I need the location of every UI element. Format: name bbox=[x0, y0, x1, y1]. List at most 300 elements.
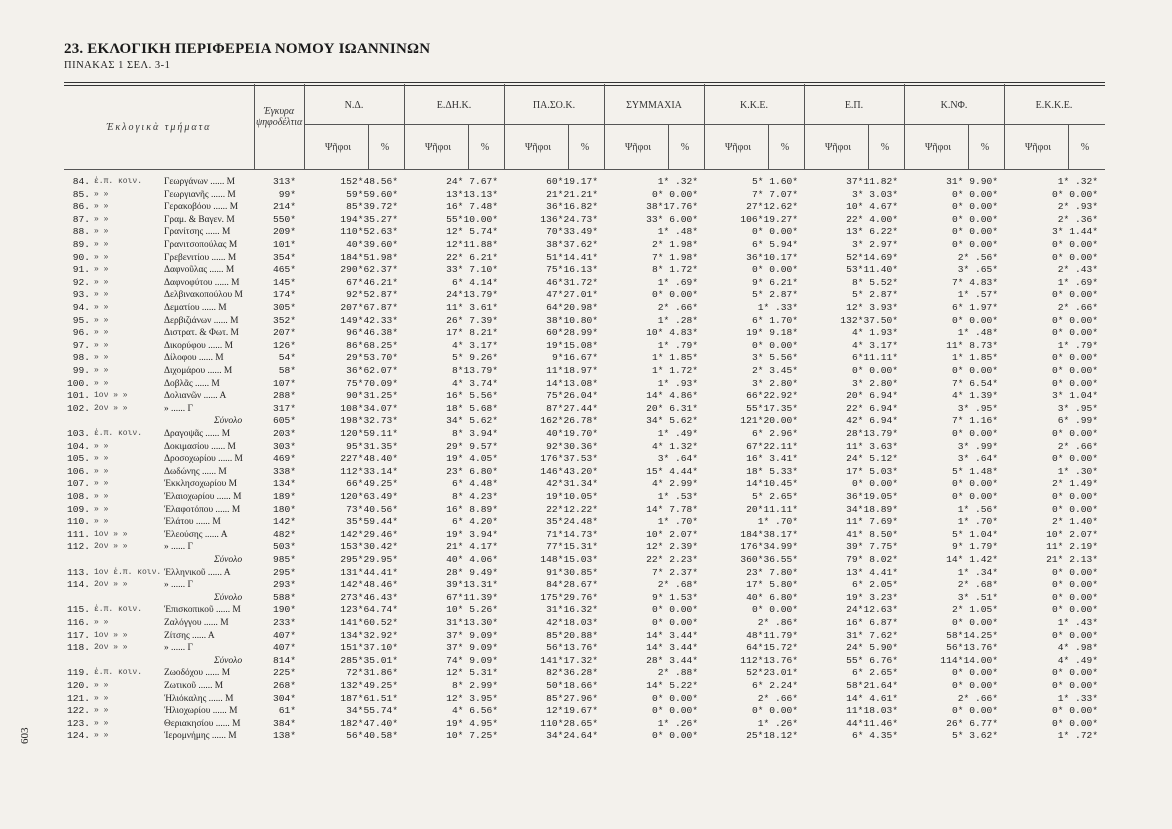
party-result: 151*37.10* bbox=[340, 642, 398, 654]
col-sep bbox=[404, 84, 405, 170]
valid-ballots: 304* bbox=[272, 692, 296, 704]
page-number: 603 bbox=[19, 727, 31, 744]
party-result: 141*60.52* bbox=[340, 617, 398, 628]
party-result: 0* 0.00* bbox=[651, 617, 698, 628]
party-result: 58*21.64* bbox=[846, 680, 898, 691]
party-result: 1* .43* bbox=[1057, 617, 1098, 628]
pct-subheader: % bbox=[480, 142, 490, 153]
party-result: 21* 2.13* bbox=[1046, 554, 1098, 565]
party-result: 0* 0.00* bbox=[751, 339, 798, 351]
party-result: 51*14.41* bbox=[546, 251, 598, 263]
party-result: 0* 0.00* bbox=[1051, 377, 1098, 389]
row-number: 115. bbox=[66, 604, 90, 616]
district-name: Ἐλαφοτόπου ...... Μ bbox=[164, 504, 241, 515]
row-number: 109. bbox=[66, 503, 90, 515]
district-name: Σύνολο bbox=[214, 415, 243, 427]
party-result: 44*11.46* bbox=[846, 717, 898, 729]
party-result: 120*59.11* bbox=[340, 428, 398, 439]
district-name: Ζωτικοῦ ...... Μ bbox=[164, 681, 224, 691]
table-row bbox=[64, 327, 1105, 340]
valid-ballots: 313* bbox=[272, 176, 296, 187]
party-result: 1* .56* bbox=[957, 503, 998, 515]
party-result: 0* 0.00* bbox=[1051, 566, 1098, 578]
district-type: » » bbox=[94, 290, 109, 300]
district-type: » » bbox=[94, 693, 109, 703]
table-row bbox=[64, 226, 1105, 239]
party-result: 21*21.21* bbox=[546, 188, 598, 200]
district-name: Σύνολο bbox=[214, 554, 243, 565]
row-number: 123. bbox=[66, 717, 90, 729]
party-result: 4* 6.56* bbox=[451, 705, 498, 717]
subcol-sep bbox=[568, 124, 569, 170]
district-name: Δροσοχωρίου ...... Μ bbox=[164, 454, 243, 465]
party-result: 40*39.60* bbox=[346, 239, 398, 250]
party-result: 95*31.35* bbox=[346, 440, 398, 452]
party-result: 290*62.37* bbox=[340, 264, 398, 276]
party-result: 9* 1.53* bbox=[651, 591, 698, 603]
district-type: 2ον » » bbox=[94, 542, 128, 552]
party-result: 22* 2.23* bbox=[646, 554, 698, 565]
district-name: Δικορύφου ...... Μ bbox=[164, 340, 233, 351]
district-name: Δραγοψᾶς ...... Μ bbox=[164, 429, 231, 439]
party-result: 31*13.30* bbox=[446, 617, 498, 628]
party-result: 1* .93* bbox=[657, 377, 698, 389]
party-result: 4* 1.93* bbox=[851, 327, 898, 339]
pct-subheader: % bbox=[580, 142, 590, 153]
party-result: 19* 9.18* bbox=[746, 327, 798, 339]
row-number: 90. bbox=[72, 251, 90, 263]
valid-ballots: 293* bbox=[272, 579, 296, 591]
party-result: 16* 3.41* bbox=[746, 453, 798, 465]
party-result: 85*20.88* bbox=[546, 629, 598, 641]
district-name: Δίλοφου ...... Μ bbox=[164, 353, 224, 364]
party-result: 2* .66* bbox=[957, 692, 998, 704]
party-result: 34*55.74* bbox=[346, 705, 398, 717]
header-divider bbox=[304, 124, 1105, 125]
table-subtitle: ΠΙΝΑΚΑΣ 1 ΣΕΛ. 3-1 bbox=[64, 60, 171, 71]
district-name: Δαφνοφύτου ...... Μ bbox=[164, 277, 240, 288]
party-result: 120*63.49* bbox=[340, 491, 398, 502]
subtotal-row bbox=[64, 655, 1105, 668]
table-row bbox=[64, 718, 1105, 731]
party-result: 42*31.34* bbox=[546, 478, 598, 490]
page-title: 23. ΕΚΛΟΓΙΚΗ ΠΕΡΙΦΕΡΕΙΑ ΝΟΜΟΥ ΙΩΑΝΝΙΝΩΝ bbox=[64, 41, 431, 57]
party-result: 67*46.21* bbox=[346, 276, 398, 288]
party-result: 0* 0.00* bbox=[951, 239, 998, 250]
row-number: 121. bbox=[66, 692, 90, 704]
party-result: 0* 0.00* bbox=[751, 264, 798, 276]
party-result: 5* 1.04* bbox=[951, 528, 998, 540]
district-name: Ἐπισκοπικοῦ ...... Μ bbox=[164, 605, 241, 616]
party-result: 0* 0.00* bbox=[1051, 579, 1098, 591]
table-row bbox=[64, 403, 1105, 416]
party-result: 66*22.92* bbox=[746, 390, 798, 402]
party-result: 12* 5.31* bbox=[446, 667, 498, 679]
party-result: 0* 0.00* bbox=[1051, 717, 1098, 729]
row-number: 114. bbox=[66, 579, 90, 591]
valid-ballots: 384* bbox=[272, 717, 296, 729]
votes-subheader: Ψῆφοι bbox=[624, 142, 652, 153]
party-result: 3* .95* bbox=[1057, 402, 1098, 414]
party-result: 22* 6.94* bbox=[846, 402, 898, 414]
valid-ballots: 317* bbox=[272, 402, 296, 414]
party-result: 73*40.56* bbox=[346, 503, 398, 515]
table-row bbox=[64, 352, 1105, 365]
party-result: 36*16.82* bbox=[546, 201, 598, 213]
party-result: 35*24.48* bbox=[546, 516, 598, 528]
party-result: 2* .66* bbox=[657, 302, 698, 313]
party-result: 23* 6.80* bbox=[446, 465, 498, 477]
subtotal-row bbox=[64, 554, 1105, 567]
valid-ballots: 354* bbox=[272, 251, 296, 263]
party-result: 1* .57* bbox=[957, 289, 998, 301]
party-result: 5* 3.62* bbox=[951, 730, 998, 742]
district-name: Γραμ. & Βαγεν. Μ bbox=[164, 214, 235, 225]
row-number: 107. bbox=[66, 478, 90, 490]
district-name: Γεωργιανῆς ...... Μ bbox=[164, 189, 236, 200]
party-result: 37* 9.09* bbox=[446, 642, 498, 654]
district-type: » » bbox=[94, 492, 109, 501]
party-result: 141*17.32* bbox=[540, 654, 598, 666]
party-result: 0* 0.00* bbox=[651, 705, 698, 717]
party-result: 14*13.08* bbox=[546, 377, 598, 389]
party-result: 3* 1.04* bbox=[1051, 390, 1098, 402]
district-type: 1ον » » bbox=[94, 630, 128, 640]
party-result: 14* 1.42* bbox=[946, 554, 998, 565]
party-result: 5* 1.48* bbox=[951, 465, 998, 477]
row-number: 119. bbox=[66, 667, 90, 679]
party-result: 20* 6.31* bbox=[646, 402, 698, 414]
party-result: 1* .70* bbox=[757, 516, 798, 528]
row-number: 95. bbox=[72, 314, 90, 326]
table-row bbox=[64, 340, 1105, 353]
valid-ballots: 214* bbox=[272, 201, 296, 213]
party-result: 106*19.27* bbox=[740, 213, 798, 225]
party-result: 58*14.25* bbox=[946, 629, 998, 641]
party-result: 0* 0.00* bbox=[651, 604, 698, 616]
row-number: 106. bbox=[66, 465, 90, 477]
party-result: 2* .43* bbox=[1057, 264, 1098, 276]
party-result: 7* 1.98* bbox=[651, 251, 698, 263]
party-result: 0* 0.00* bbox=[1051, 491, 1098, 502]
party-result: 42* 6.94* bbox=[846, 415, 898, 427]
row-number: 118. bbox=[66, 642, 90, 654]
row-number: 99. bbox=[72, 365, 90, 376]
party-result: 14*10.45* bbox=[746, 478, 798, 490]
district-type: » » bbox=[94, 265, 109, 275]
party-result: 19* 4.95* bbox=[446, 717, 498, 729]
party-result: 121*20.00* bbox=[740, 415, 798, 427]
district-type: » » bbox=[94, 479, 109, 489]
party-result: 0* 0.00* bbox=[1051, 503, 1098, 515]
party-result: 85*39.72* bbox=[346, 201, 398, 213]
valid-ballots: 207* bbox=[272, 327, 296, 339]
valid-ballots: 338* bbox=[272, 465, 296, 477]
party-result: 67*22.11* bbox=[746, 440, 798, 452]
party-result: 1* .53* bbox=[657, 491, 698, 502]
party-result: 34* 5.62* bbox=[446, 415, 498, 427]
party-result: 18* 5.68* bbox=[446, 402, 498, 414]
party-result: 0* 0.00* bbox=[651, 188, 698, 200]
party-result: 75*70.09* bbox=[346, 377, 398, 389]
valid-ballots: 407* bbox=[272, 642, 296, 654]
valid-ballots: 180* bbox=[272, 503, 296, 515]
party-result: 0* 0.00* bbox=[951, 365, 998, 376]
row-number: 85. bbox=[72, 188, 90, 200]
party-result: 2* 1.49* bbox=[1051, 478, 1098, 490]
row-number: 117. bbox=[66, 629, 90, 641]
valid-ballots: 482* bbox=[272, 528, 296, 540]
party-result: 142*48.46* bbox=[340, 579, 398, 591]
party-result: 17* 5.03* bbox=[846, 465, 898, 477]
district-type: ἐ.π. κοιν. bbox=[94, 177, 143, 186]
party-result: 6* 1.97* bbox=[951, 302, 998, 313]
party-result: 1* .48* bbox=[657, 226, 698, 238]
party-result: 31* 7.62* bbox=[846, 629, 898, 641]
party-result: 10* 5.26* bbox=[446, 604, 498, 616]
party-result: 36*62.07* bbox=[346, 365, 398, 376]
table-row bbox=[64, 365, 1105, 378]
row-number: 100. bbox=[66, 377, 90, 389]
party-result: 4* 2.99* bbox=[651, 478, 698, 490]
subcol-sep bbox=[968, 124, 969, 170]
district-name: Ἐκκλησοχωρίου Μ bbox=[164, 479, 237, 490]
party-result: 360*36.55* bbox=[740, 554, 798, 565]
party-result: 112*33.14* bbox=[340, 465, 398, 477]
party-result: 0* 0.00* bbox=[651, 730, 698, 742]
party-result: 55*17.35* bbox=[746, 402, 798, 414]
party-result: 0* 0.00* bbox=[951, 667, 998, 679]
district-name: Γρεβενιτίου ...... Μ bbox=[164, 252, 237, 263]
party-result: 175*29.76* bbox=[540, 591, 598, 603]
row-number: 87. bbox=[72, 213, 90, 225]
party-result: 2* .68* bbox=[957, 579, 998, 591]
party-result: 3* .64* bbox=[957, 453, 998, 465]
district-name: Γρανίτσης ...... Μ bbox=[164, 227, 231, 238]
party-result: 1* .26* bbox=[657, 717, 698, 729]
party-result: 2* 1.98* bbox=[651, 239, 698, 250]
valid-ballots: 465* bbox=[272, 264, 296, 276]
party-result: 1* .72* bbox=[1057, 730, 1098, 742]
party-result: 3* .99* bbox=[957, 440, 998, 452]
party-result: 6* 2.05* bbox=[851, 579, 898, 591]
row-number: 108. bbox=[66, 491, 90, 502]
row-number: 89. bbox=[72, 239, 90, 250]
party-result: 5* 2.65* bbox=[751, 491, 798, 502]
party-result: 24* 5.12* bbox=[846, 453, 898, 465]
party-result: 4* 3.74* bbox=[451, 377, 498, 389]
district-type: » » bbox=[94, 277, 109, 287]
party-result: 182*47.40* bbox=[340, 717, 398, 729]
party-result: 1* 1.85* bbox=[651, 352, 698, 364]
party-result: 26* 7.39* bbox=[446, 314, 498, 326]
party-result: 295*29.95* bbox=[340, 554, 398, 565]
party-result: 38*17.76* bbox=[646, 201, 698, 213]
party-result: 285*35.01* bbox=[340, 654, 398, 666]
party-result: 162*26.78* bbox=[540, 415, 598, 427]
district-type: 2ον » » bbox=[94, 403, 128, 413]
row-number: 91. bbox=[72, 264, 90, 276]
table-row bbox=[64, 214, 1105, 227]
party-result: 0* 0.00* bbox=[851, 365, 898, 376]
party-result: 8* 4.23* bbox=[451, 491, 498, 502]
party-result: 112*13.76* bbox=[740, 654, 798, 666]
party-result: 29*53.70* bbox=[346, 352, 398, 364]
districts-header: Έκλογικὰ τμήματα bbox=[106, 122, 212, 133]
district-type: » » bbox=[94, 353, 109, 363]
party-result: 8* 1.72* bbox=[651, 264, 698, 276]
party-result: 0* 0.00* bbox=[1051, 705, 1098, 717]
district-name: Σύνολο bbox=[214, 654, 243, 666]
party-result: 39* 7.75* bbox=[846, 541, 898, 553]
party-result: 24*12.63* bbox=[846, 604, 898, 616]
col-sep bbox=[1004, 84, 1005, 170]
party-result: 6* 4.48* bbox=[451, 478, 498, 490]
party-result: 136*24.73* bbox=[540, 213, 598, 225]
party-result: 11*18.03* bbox=[846, 705, 898, 717]
district-name: Ἐλεούσης ...... Α bbox=[164, 529, 228, 540]
party-result: 3* 2.80* bbox=[751, 377, 798, 389]
party-result: 146*43.20* bbox=[540, 465, 598, 477]
party-result: 7* 2.37* bbox=[651, 566, 698, 578]
table-row bbox=[64, 693, 1105, 706]
col-sep bbox=[904, 84, 905, 170]
party-result: 34*18.89* bbox=[846, 503, 898, 515]
party-result: 11* 8.73* bbox=[946, 339, 998, 351]
party-result: 26* 6.77* bbox=[946, 717, 998, 729]
subcol-sep bbox=[868, 124, 869, 170]
party-result: 0* 0.00* bbox=[951, 680, 998, 691]
party-result: 23* 7.80* bbox=[746, 566, 798, 578]
table-row bbox=[64, 516, 1105, 529]
party-result: 110*52.63* bbox=[340, 226, 398, 238]
party-result: 132*37.50* bbox=[840, 314, 898, 326]
party-result: 14* 5.22* bbox=[646, 680, 698, 691]
valid-ballots: 107* bbox=[272, 377, 296, 389]
party-result: 2* .66* bbox=[1057, 302, 1098, 313]
party-header: ΠΑ.ΣΟ.Κ. bbox=[532, 100, 576, 111]
party-result: 28* 3.44* bbox=[646, 654, 698, 666]
valid-ballots: 174* bbox=[272, 289, 296, 301]
district-type: » » bbox=[94, 466, 109, 476]
party-result: 52*23.01* bbox=[746, 667, 798, 679]
votes-subheader: Ψῆφοι bbox=[524, 142, 552, 153]
votes-subheader: Ψῆφοι bbox=[424, 142, 452, 153]
party-result: 3* .95* bbox=[957, 402, 998, 414]
party-result: 0* 0.00* bbox=[951, 491, 998, 502]
party-result: 0* 0.00* bbox=[951, 226, 998, 238]
party-result: 0* 0.00* bbox=[1051, 314, 1098, 326]
party-result: 12* 2.39* bbox=[646, 541, 698, 553]
table-row bbox=[64, 567, 1105, 580]
party-header: Ε.Κ.Κ.Ε. bbox=[1035, 100, 1073, 111]
valid-ballots: 54* bbox=[278, 352, 296, 364]
row-number: 124. bbox=[66, 730, 90, 742]
party-result: 14* 3.44* bbox=[646, 629, 698, 641]
district-name: Ἱερομνήμης ...... Μ bbox=[164, 731, 237, 742]
party-result: 0* 0.00* bbox=[1051, 289, 1098, 301]
party-result: 6* 4.20* bbox=[451, 516, 498, 528]
valid-ballots: 138* bbox=[272, 730, 296, 742]
valid-ballots: 225* bbox=[272, 667, 296, 679]
party-result: 12* 3.93* bbox=[846, 302, 898, 313]
party-result: 13* 4.41* bbox=[846, 566, 898, 578]
party-result: 19* 3.94* bbox=[446, 528, 498, 540]
header-bottom-rule bbox=[64, 169, 1105, 170]
party-result: 3* .51* bbox=[957, 591, 998, 603]
party-result: 0* 0.00* bbox=[1051, 251, 1098, 263]
party-result: 17* 5.80* bbox=[746, 579, 798, 591]
table-row bbox=[64, 630, 1105, 643]
valid-ballots: 550* bbox=[272, 213, 296, 225]
party-result: 75*26.04* bbox=[546, 390, 598, 402]
district-type: ἐ.π. κοιν. bbox=[94, 668, 143, 678]
party-result: 72*31.86* bbox=[346, 667, 398, 679]
party-result: 2* .56* bbox=[957, 251, 998, 263]
party-result: 184*51.98* bbox=[340, 251, 398, 263]
party-result: 0* 0.00* bbox=[751, 226, 798, 238]
party-result: 39*13.31* bbox=[446, 579, 498, 591]
table-row bbox=[64, 390, 1105, 403]
table-row bbox=[64, 428, 1105, 441]
party-result: 12*11.88* bbox=[446, 239, 498, 250]
party-result: 132*49.25* bbox=[340, 680, 398, 691]
party-result: 176*37.53* bbox=[540, 453, 598, 465]
subtotal-row bbox=[64, 415, 1105, 428]
votes-subheader: Ψῆφοι bbox=[824, 142, 852, 153]
party-result: 4* 3.17* bbox=[451, 339, 498, 351]
party-result: 4* 3.17* bbox=[851, 339, 898, 351]
district-name: Ἡλιόκαλης ...... Μ bbox=[164, 693, 234, 704]
party-result: 194*35.27* bbox=[340, 213, 398, 225]
party-result: 9*16.67* bbox=[551, 352, 598, 364]
party-result: 1* 1.85* bbox=[951, 352, 998, 364]
party-result: 74* 9.09* bbox=[446, 654, 498, 666]
table-row bbox=[64, 453, 1105, 466]
party-result: 19* 4.05* bbox=[446, 453, 498, 465]
party-result: 25*18.12* bbox=[746, 730, 798, 742]
valid-ballots: 190* bbox=[272, 604, 296, 616]
table-row bbox=[64, 176, 1105, 189]
row-number: 113. bbox=[66, 566, 90, 578]
party-result: 11* 3.63* bbox=[846, 440, 898, 452]
party-result: 5* 1.60* bbox=[751, 176, 798, 187]
district-name: Ἡλιοχωρίου ...... Μ bbox=[164, 706, 238, 717]
party-result: 31* 9.90* bbox=[946, 176, 998, 187]
party-result: 0* 0.00* bbox=[951, 705, 998, 717]
party-result: 24*13.79* bbox=[446, 289, 498, 301]
valid-ballots: 61* bbox=[278, 705, 296, 717]
party-result: 11* 7.69* bbox=[846, 516, 898, 528]
district-name: Ἐλάτου ...... Μ bbox=[164, 517, 221, 528]
district-type: » » bbox=[94, 706, 109, 716]
party-result: 17* 8.21* bbox=[446, 327, 498, 339]
party-result: 3* 1.44* bbox=[1051, 226, 1098, 238]
party-result: 1* .69* bbox=[657, 276, 698, 288]
party-result: 9* 6.21* bbox=[751, 276, 798, 288]
party-result: 56*40.58* bbox=[346, 730, 398, 742]
col-sep bbox=[254, 84, 255, 170]
table-row bbox=[64, 579, 1105, 592]
party-result: 0* 0.00* bbox=[751, 705, 798, 717]
table-row bbox=[64, 541, 1105, 554]
party-result: 31*16.32* bbox=[546, 604, 598, 616]
district-name: » ...... Γ bbox=[164, 542, 193, 553]
party-result: 1* .26* bbox=[757, 717, 798, 729]
valid-ballots: 189* bbox=[272, 491, 296, 502]
valid-ballots: 469* bbox=[272, 453, 296, 465]
district-type: » » bbox=[94, 252, 109, 262]
